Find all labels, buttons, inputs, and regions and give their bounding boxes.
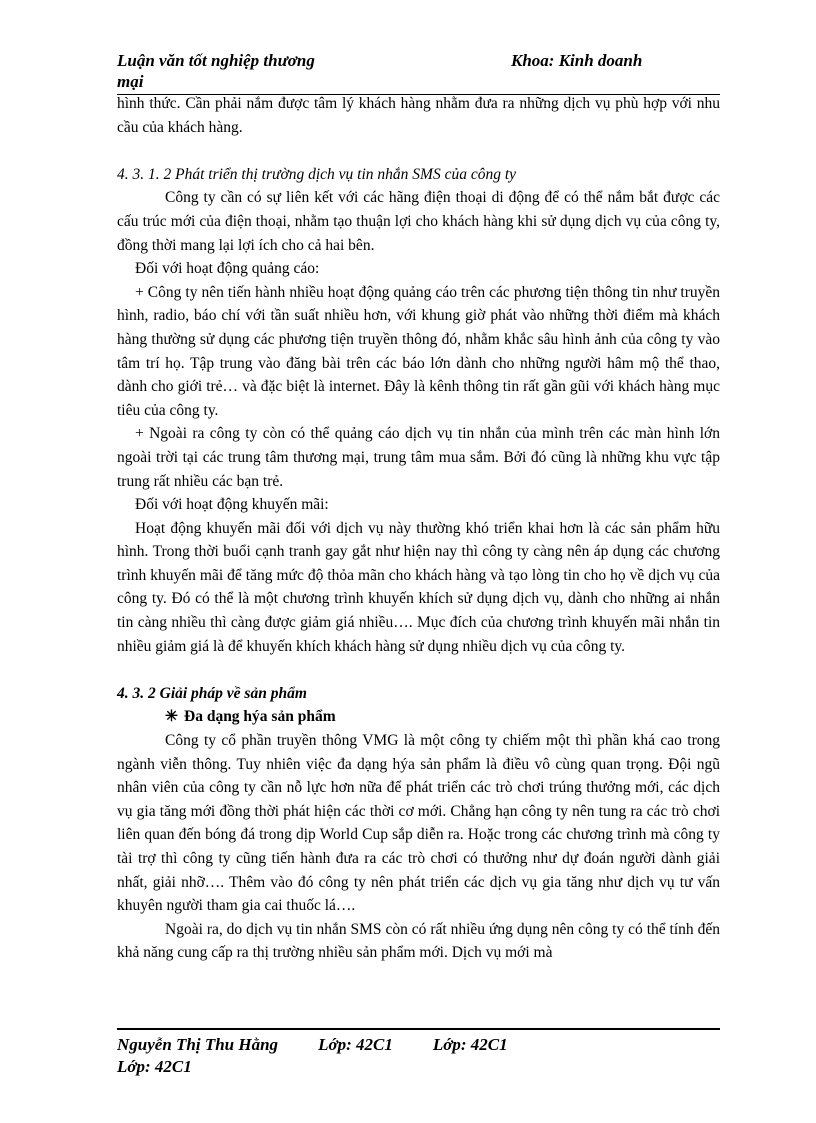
spacer	[117, 658, 720, 682]
spacer	[117, 139, 720, 163]
asterisk-bullet-icon: ✳	[165, 708, 178, 726]
bullet-text: Đa dạng hýa sản phẩm	[184, 708, 336, 726]
footer-class: Lớp: 42C1	[117, 1057, 192, 1076]
footer-class: Lớp: 42C1	[432, 1035, 508, 1054]
header-faculty: Khoa: Kinh doanh	[511, 51, 643, 70]
section-heading-4312: 4. 3. 1. 2 Phát triển thị trường dịch vụ tin nhắn SMS của công ty	[117, 165, 517, 183]
paragraph: + Công ty nên tiến hành nhiều hoạt động quảng cáo trên các phương tiện thông tin như truyền hình, radio, báo chí với tần suất nhiều hơn, với khung giờ phát vào những thời điểm mà khách hàng thường sử dụng các phương tiện truyền thông đó, nhằm khắc sâu hình ảnh của công ty vào tâm trí họ. Tập trung vào đăng bài trên các báo lớn dành cho những người hâm mộ thể thao, dành cho giới trẻ… và đặc biệt là internet. Đây là kênh thông tin rất gần gũi với khách hàng mục tiêu của công ty.	[117, 283, 720, 419]
paragraph-continuation: hình thức. Cần phải nắm được tâm lý khách hàng nhằm đưa ra những dịch vụ phù hợp với nhu cầu của khách hàng.	[117, 95, 720, 136]
footer-class: Lớp: 42C1	[318, 1035, 393, 1054]
header-thesis-title: Luận văn tốt nghiệp thương mại	[117, 51, 315, 91]
paragraph: Công ty cổ phần truyền thông VMG là một công ty chiếm một thì phần khá cao trong ngành viễn thông. Tuy nhiên việc đa dạng hýa sản phẩm là điều vô cùng quan trọng. Đội ngũ nhân viên của công ty cần nỗ lực hơn nữa để phát triển các trò chơi trúng thưởng mới, các dịch vụ gia tăng mới đồng thời phát hiện các thời cơ mới. Chẳng hạn công ty nên tung ra các trò chơi liên quan đến bóng đá trong dịp World Cup sắp diễn ra. Hoặc trong các chương trình mà công ty tài trợ thì công ty cũng tiến hành đưa ra các trò chơi có thưởng như dự đoán người dành giải nhất, giải nhỡ…. Thêm vào đó công ty nên phát triển các dịch vụ gia tăng như dịch vụ tư vấn khuyên người tham gia cai thuốc lá….	[117, 732, 720, 915]
paragraph: Đối với hoạt động quảng cáo:	[135, 260, 320, 278]
paragraph: Đối với hoạt động khuyến mãi:	[135, 496, 329, 514]
section-heading-432: 4. 3. 2 Giải pháp về sản phẩm	[117, 684, 307, 702]
paragraph: Công ty cần có sự liên kết với các hãng điện thoại di động để có thể nắm bắt được các cấu trúc mới của điện thoại, nhằm tạo thuận lợi cho khách hàng khi sử dụng dịch vụ của công ty, đồng thời mang lại lợi ích cho cả hai bên.	[117, 189, 720, 254]
paragraph: Hoạt động khuyến mãi đối với dịch vụ này thường khó triển khai hơn là các sản phẩm hữu hình. Trong thời buổi cạnh tranh gay gắt như hiện nay thì công ty càng nên áp dụng các chương trình khuyến mãi để tăng mức độ thỏa mãn cho khách hàng và tạo lòng tin cho họ về dịch vụ của công ty. Đó có thể là một chương trình khuyến khích sử dụng dịch vụ, dành cho những ai nhắn tin càng nhiều thì càng được giảm giá nhiều…. Mục đích của chương trình khuyến mãi nhắn tin nhiều giảm giá là để khuyến khích khách hàng sử dụng nhiều dịch vụ của công ty.	[117, 519, 720, 655]
paragraph: Ngoài ra, do dịch vụ tin nhắn SMS còn có rất nhiều ứng dụng nên công ty có thể tính đến khả năng cung cấp ra thị trường nhiều sản phẩm mới. Dịch vụ mới mà	[117, 920, 720, 962]
page-body	[117, 92, 720, 965]
footer-rule	[117, 1028, 720, 1030]
page-footer	[117, 1034, 720, 1078]
bullet-item	[117, 705, 720, 729]
footer-author-name: Nguyễn Thị Thu Hằng	[117, 1035, 279, 1054]
page-header	[117, 50, 720, 98]
paragraph: + Ngoài ra công ty còn có thể quảng cáo dịch vụ tin nhắn của mình trên các màn hình lớn ngoài trời tại các trung tâm thương mại, trung tâm mua sắm. Bởi đó cũng là những khu vực tập trung rất nhiều các bạn trẻ.	[117, 425, 720, 490]
